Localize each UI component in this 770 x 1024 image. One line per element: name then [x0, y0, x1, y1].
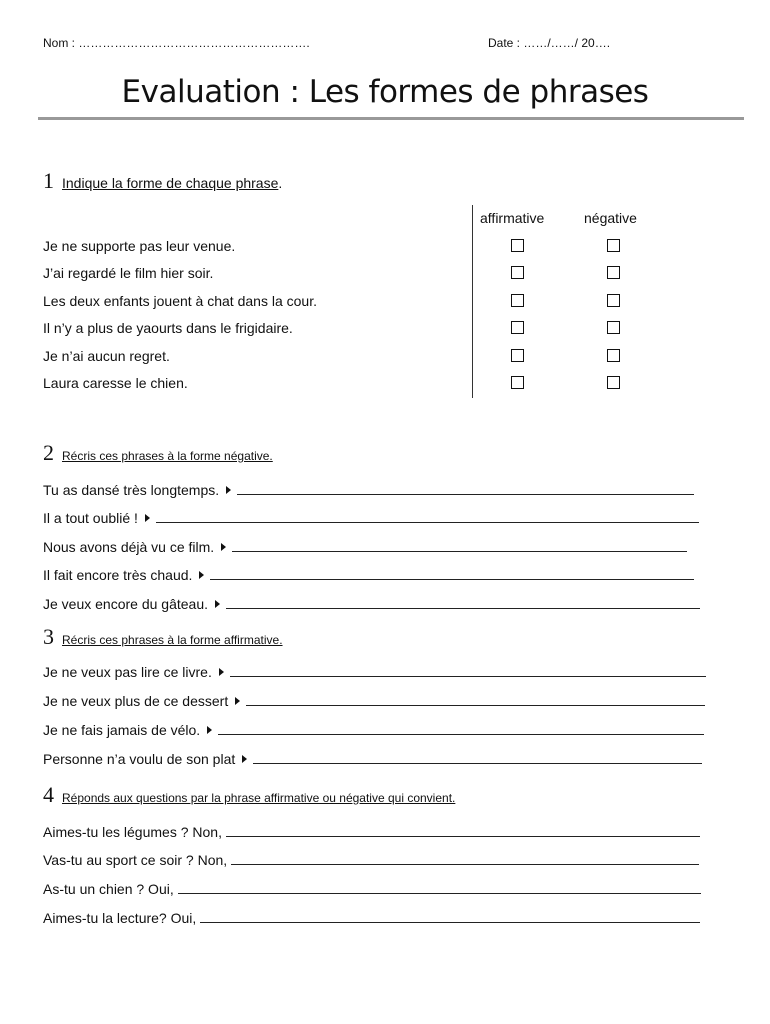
section-3-heading	[43, 624, 283, 650]
section-2-number: 2	[43, 440, 54, 465]
rewrite-row	[43, 689, 705, 709]
answer-line[interactable]	[232, 550, 687, 552]
rewrite-row	[43, 747, 702, 767]
affirmative-checkbox[interactable]	[511, 239, 524, 252]
form-row	[0, 375, 770, 397]
rewrite-row	[43, 506, 699, 526]
answer-line[interactable]	[218, 733, 704, 735]
question-row	[43, 877, 701, 897]
answer-line[interactable]	[156, 521, 699, 523]
answer-line[interactable]	[237, 493, 694, 495]
affirmative-checkbox[interactable]	[511, 294, 524, 307]
question-row	[43, 820, 700, 840]
answer-line[interactable]	[226, 607, 700, 609]
form-row	[0, 238, 770, 260]
question-row	[43, 906, 700, 926]
page-title: Evaluation : Les formes de phrases	[121, 74, 649, 110]
prompt-sentence: Il a tout oublié !	[43, 510, 138, 526]
arrow-right-icon	[235, 697, 240, 705]
arrow-right-icon	[221, 543, 226, 551]
rewrite-row	[43, 563, 694, 583]
section-4-number: 4	[43, 782, 54, 807]
negative-checkbox[interactable]	[607, 349, 620, 362]
arrow-right-icon	[199, 571, 204, 579]
negative-checkbox[interactable]	[607, 294, 620, 307]
prompt-sentence: Personne n’a voulu de son plat	[43, 751, 236, 767]
rewrite-row	[43, 660, 706, 680]
rewrite-row	[43, 478, 694, 498]
answer-line[interactable]	[231, 863, 699, 865]
answer-line[interactable]	[200, 921, 700, 923]
question-text: Aimes-tu les légumes ? Non,	[43, 824, 222, 840]
section-1-heading	[43, 168, 282, 194]
section-1-number: 1	[43, 168, 54, 193]
affirmative-checkbox[interactable]	[511, 349, 524, 362]
form-row	[0, 320, 770, 342]
answer-line[interactable]	[253, 762, 702, 764]
rewrite-row	[43, 718, 704, 738]
section-4-heading	[43, 782, 455, 808]
affirmative-checkbox[interactable]	[511, 266, 524, 279]
arrow-right-icon	[219, 668, 224, 676]
answer-line[interactable]	[230, 675, 706, 677]
column-negative: négative	[584, 210, 637, 226]
section-2-instruction: Récris ces phrases à la forme négative.	[62, 449, 273, 463]
affirmative-checkbox[interactable]	[511, 376, 524, 389]
prompt-sentence: Je ne veux plus de ce dessert	[43, 693, 229, 709]
section-3-number: 3	[43, 624, 54, 649]
section-1-instruction: Indique la forme de chaque phrase	[62, 175, 279, 191]
form-sentence: Je n’ai aucun regret.	[43, 348, 170, 364]
question-text: Aimes-tu la lecture? Oui,	[43, 910, 197, 926]
form-sentence: Il n’y a plus de yaourts dans le frigidaire.	[43, 320, 293, 336]
rewrite-row	[43, 535, 687, 555]
form-sentence: Je ne supporte pas leur venue.	[43, 238, 236, 254]
rewrite-row	[43, 592, 700, 612]
negative-checkbox[interactable]	[607, 376, 620, 389]
arrow-right-icon	[242, 755, 247, 763]
answer-line[interactable]	[246, 704, 705, 706]
prompt-sentence: Je veux encore du gâteau.	[43, 596, 209, 612]
arrow-right-icon	[215, 600, 220, 608]
column-affirmative: affirmative	[480, 210, 545, 226]
section-1-period: .	[278, 175, 283, 191]
arrow-right-icon	[226, 486, 231, 494]
form-row	[0, 348, 770, 370]
question-row	[43, 848, 699, 868]
answer-line[interactable]	[178, 892, 701, 894]
prompt-sentence: Je ne fais jamais de vélo.	[43, 722, 201, 738]
prompt-sentence: Tu as dansé très longtemps.	[43, 482, 220, 498]
title-divider	[38, 117, 744, 120]
affirmative-checkbox[interactable]	[511, 321, 524, 334]
negative-checkbox[interactable]	[607, 239, 620, 252]
form-sentence: Les deux enfants jouent à chat dans la cour.	[43, 293, 317, 309]
name-field: Nom : ………………………………………………….	[43, 36, 310, 50]
form-row	[0, 265, 770, 287]
prompt-sentence: Nous avons déjà vu ce film.	[43, 539, 215, 555]
form-sentence: Laura caresse le chien.	[43, 375, 188, 391]
date-field: Date : ……/……/ 20….	[488, 36, 611, 50]
form-sentence: J’ai regardé le film hier soir.	[43, 265, 214, 281]
section-3-instruction: Récris ces phrases à la forme affirmative.	[62, 633, 283, 647]
answer-line[interactable]	[226, 835, 700, 837]
question-text: As-tu un chien ? Oui,	[43, 881, 174, 897]
question-text: Vas-tu au sport ce soir ? Non,	[43, 852, 228, 868]
prompt-sentence: Il fait encore très chaud.	[43, 567, 193, 583]
answer-line[interactable]	[210, 578, 694, 580]
form-row	[0, 293, 770, 315]
arrow-right-icon	[207, 726, 212, 734]
negative-checkbox[interactable]	[607, 321, 620, 334]
arrow-right-icon	[145, 514, 150, 522]
section-4-instruction: Réponds aux questions par la phrase affirmative ou négative qui convient.	[62, 791, 456, 805]
prompt-sentence: Je ne veux pas lire ce livre.	[43, 664, 212, 680]
negative-checkbox[interactable]	[607, 266, 620, 279]
section-2-heading	[43, 440, 273, 466]
